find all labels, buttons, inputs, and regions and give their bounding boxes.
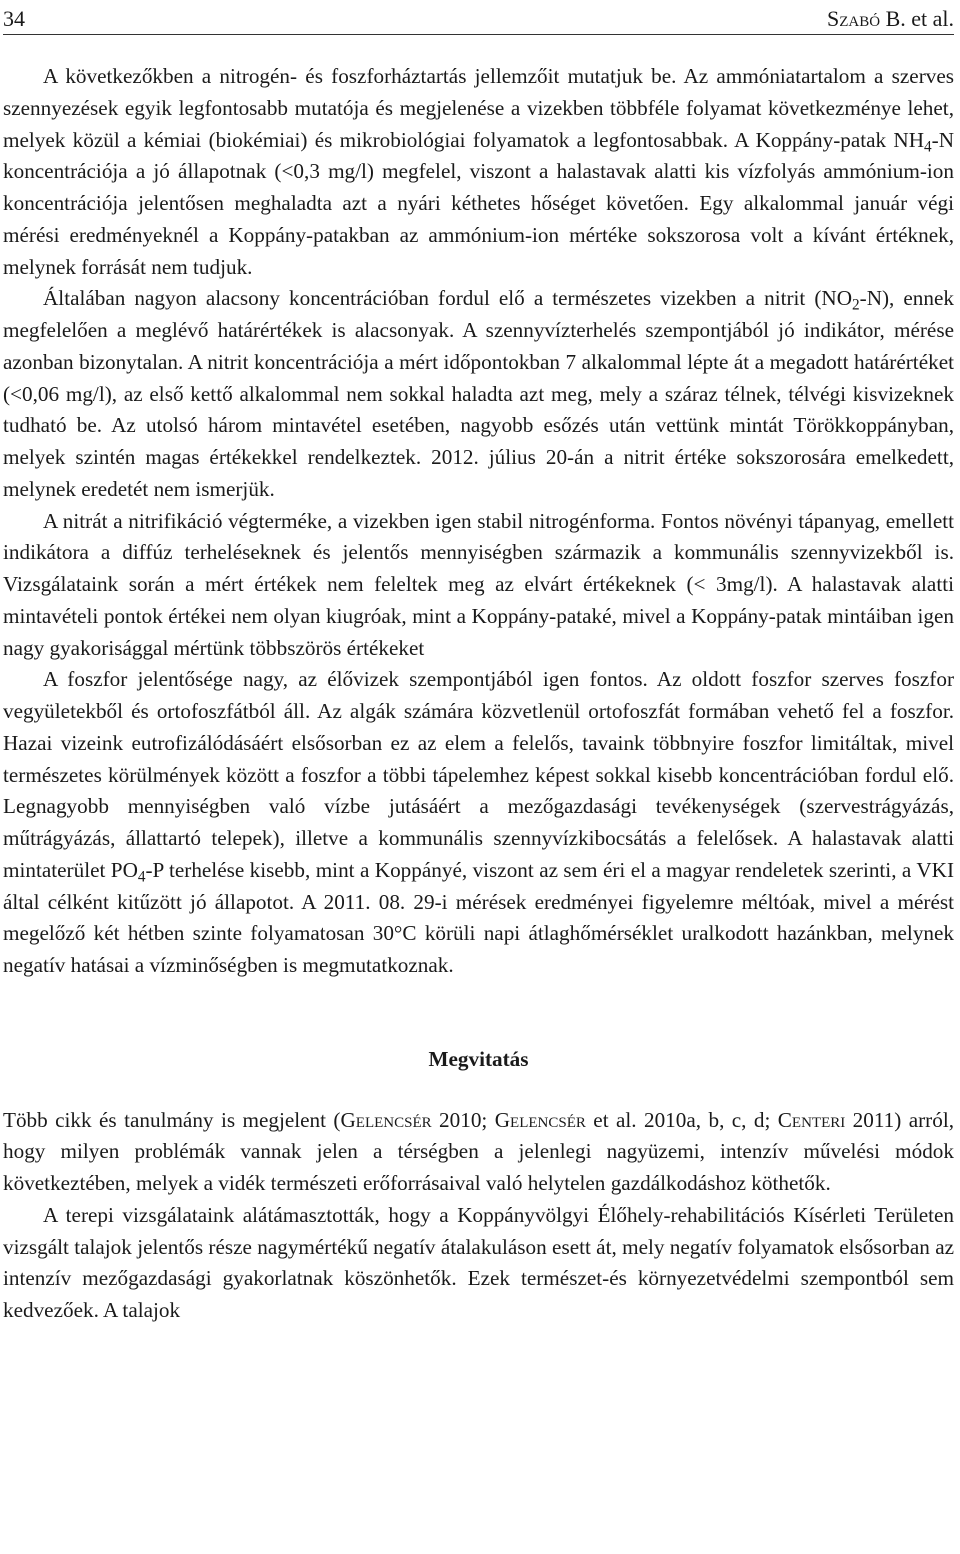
section-heading: Megvitatás (428, 1046, 529, 1071)
running-head-author: Szabó (826, 6, 881, 31)
paragraph-nitrite: Általában nagyon alacsony koncentrációban fordul elő a természetes vizekben a nitrit $(NO_2-N)$, ennek megfelelően a meglévő határértékek is alacsonyak. A szennyvízterhelés szempontjából jó indikátor, mérése azonban bizonytalan. A nitrit koncentrációja a mért időpontokban 7 alkalommal lépte át a megadott határértéket (<0,06 mg/l), az első kettő alkalommal nem sokkal haladta azt meg, mely a száraz télnek, télvégi kisvizeknek tudható be. Az utolsó három mintavétel esetében, nagyobb esőzés után vettünk mintát Törökkoppányban, melyek szintén magas értékekkel rendelkeztek. 2012. július 20-án a nitrit értéke sokszorosára emelkedett, melynek eredetét nem ismerjük. (3, 286, 954, 501)
subscript: 4 (924, 138, 932, 156)
paragraph-discussion-2: A terepi vizsgálataink alátámasztották, hogy a Koppányvölgyi Élőhely-rehabilitációs Kísérleti Területen vizsgált talajok jelentős része nagymértékű negatív átalakuláson esett át, mely negatív folyamatok elsősorban az intenzív mezőgazdasági gyakorlatnak köszönhetők. Ezek természet-és környezetvédelmi szempontból sem kedvezőek. A talajok (3, 1202, 954, 1322)
citation-author: Gelencsér (340, 1107, 432, 1132)
citation-author: Gelencsér (494, 1107, 586, 1132)
paragraph-discussion-1: Több cikk és tanulmány is megjelent (Gelencsér 2010; Gelencsér et al. 2010a, b, c, d; Centeri 2011) arról, hogy milyen problémák vannak jelen a térségben a jelenlegi nagyüzemi, intenzív művelési módok következtében, melyek a vidék természeti erőforrásaival való helytelen gazdálkodáshoz köthetők. (3, 1107, 955, 1195)
body-text (3, 61, 954, 1327)
page-header (3, 4, 954, 35)
paragraph-phosphorus: A foszfor jelentősége nagy, az élővizek szempontjából igen fontos. Az oldott foszfor szerves foszfor vegyületekből és ortofoszfátból áll. Az algák számára közvetlenül ortofoszfát formában vehető fel a foszfor. Hazai vizeink eutrofizálódásáért elsősorban ez az elem a felelős, tavaink többnyire foszfor limitáltak, mivel természetes körülmények között a foszfor a többi tápelemhez képest sokkal kisebb koncentrációban fordul elő. Legnagyobb mennyiségben való vízbe jutásáért a mezőgazdasági tevékenységek (szervestrágyázás, műtrágyázás, állattartó telepek), illetve a kommunális szennyvízkibocsátás a felelősek. A halastavak alatti mintaterület $PO_4-P$ terhelése kisebb, mint a Koppányé, viszont az sem éri el a magyar rendeletek szerinti, a VKI által célként kitűzött jó állapotot. A 2011. 08. 29-i mérések eredményei figyelemre méltóak, mivel a mérést megelőző két hétben szinte folyamatosan 30°C körüli napi átlaghőmérséklet uralkodott hazánkban, melynek negatív hatásai a vízminőségben is megmutatkoznak. (3, 667, 955, 977)
subscript: 4 (137, 868, 146, 886)
paragraph-nitrate: A nitrát a nitrifikáció végterméke, a vizekben igen stabil nitrogénforma. Fontos növényi tápanyag, emellett indikátora a diffúz terheléseknek és jelentős mennyiségben származik a kommunális szennyvizekből is. Vizsgálataink során a mért értékek nem feleltek meg az elvárt értékeknek (< 3mg/l). A halastavak alatti mintavételi pontok értékei nem olyan kiugróak, mint a Koppány-pataké, mivel a Koppány-patak mintáiban igen nagy gyakorisággal mértünk többszörös értékeket (3, 508, 954, 660)
running-head-rest: B. et al. (885, 6, 954, 31)
page-number: 34 (3, 6, 25, 31)
citation-author: Centeri (777, 1107, 846, 1132)
subscript: 2 (852, 296, 860, 314)
paragraph-ammonium: A következőkben a nitrogén- és foszforháztartás jellemzőit mutatjuk be. Az ammóniatartalom a szerves szennyezések egyik legfontosabb mutatója és megjelenése a vizekben többféle folyamat következménye lehet, melyek közül a kémiai (biokémiai) és mikrobiológiai folyamatok a legfontosabbak. A Koppány-patak $NH_4-N$ koncentrációja a jó állapotnak (<0,3 mg/l) megfelel, viszont a halastavak alatti kis vízfolyás ammónium-ion koncentrációja jelentősen meghaladta azt a nyári kéthetes hőséget követően. Egy alkalommal január végi mérési eredményeknél a Koppány-patakban az ammónium-ion mértéke sokszorosa volt a kívánt értéknek, melynek forrását nem tudjuk. (3, 64, 954, 279)
running-head (827, 4, 954, 34)
